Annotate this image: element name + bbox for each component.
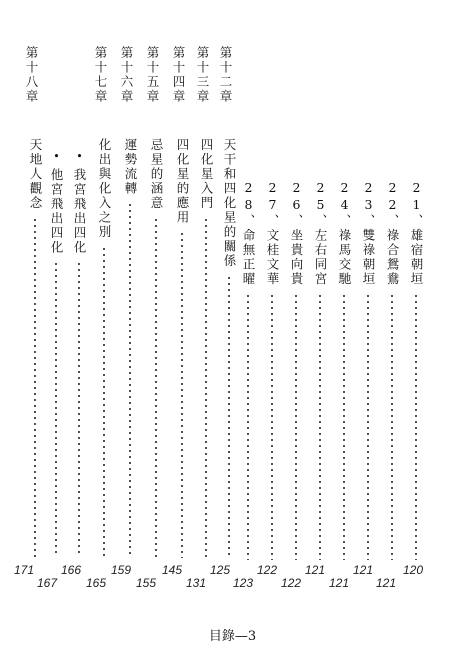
leader-dots <box>155 217 157 559</box>
toc-entry[interactable] <box>45 150 67 555</box>
page-number: 165 <box>86 576 107 590</box>
bullet-icon: • <box>73 150 86 165</box>
entry-title: 四化星的應用 <box>175 138 190 225</box>
toc-entry[interactable] <box>24 138 46 558</box>
leader-dots <box>271 293 273 561</box>
toc-entry[interactable] <box>195 138 217 558</box>
entry-title: 四化星入門 <box>199 138 214 211</box>
page-number: 123 <box>233 576 254 590</box>
entry-title: 運勢流轉 <box>123 138 138 196</box>
entry-title: 21、雄宿朝垣 <box>409 180 424 287</box>
leader-dots <box>391 293 393 561</box>
toc-entry[interactable] <box>285 180 307 560</box>
leader-dots <box>55 261 57 555</box>
page-number: 145 <box>162 563 183 577</box>
page-number: 122 <box>257 563 278 577</box>
entry-title: 化出與化入之別 <box>97 138 112 240</box>
page-number: 120 <box>403 563 424 577</box>
page-number: 166 <box>61 563 82 577</box>
leader-dots <box>78 261 80 555</box>
bullet-icon: • <box>50 150 63 165</box>
toc-entry[interactable] <box>119 138 141 558</box>
leader-dots <box>181 231 183 558</box>
chapter-label: 第十四章 <box>171 46 186 104</box>
leader-dots <box>367 293 369 561</box>
leader-dots <box>319 293 321 561</box>
page-number: 121 <box>376 576 397 590</box>
entry-title: 天地人觀念 <box>28 138 43 211</box>
chapter-label: 第十八章 <box>24 46 39 104</box>
entry-title: 22、祿合鴛鴦 <box>385 180 400 287</box>
leader-dots <box>343 293 345 561</box>
toc-entry[interactable] <box>261 180 283 560</box>
chapter-label: 第十五章 <box>145 46 160 104</box>
chapter-label: 第十七章 <box>93 46 108 104</box>
leader-dots <box>34 217 36 559</box>
page-number: 167 <box>37 576 58 590</box>
leader-dots <box>103 246 105 559</box>
page-number: 131 <box>186 576 207 590</box>
leader-dots <box>415 293 417 561</box>
toc-entry[interactable] <box>93 138 115 558</box>
toc-entry[interactable] <box>381 180 403 560</box>
entry-title: 28、命無正曜 <box>241 180 256 287</box>
chapter-label: 第十六章 <box>119 46 134 104</box>
entry-title: 27、文桂文華 <box>265 180 280 287</box>
entry-title: 26、坐貴向貴 <box>289 180 304 287</box>
page-number: 155 <box>136 576 157 590</box>
entry-title: 忌星的涵意 <box>149 138 164 211</box>
leader-dots <box>295 293 297 561</box>
chapter-label: 第十二章 <box>218 46 233 104</box>
page-number: 122 <box>281 576 302 590</box>
toc-entry[interactable] <box>357 180 379 560</box>
entry-title: 24、祿馬交馳 <box>337 180 352 287</box>
toc-entry[interactable] <box>405 180 427 560</box>
toc-entry[interactable] <box>171 138 193 558</box>
page-footer: 目錄—3 <box>208 629 257 644</box>
page-number: 121 <box>305 563 326 577</box>
toc-entry[interactable] <box>145 138 167 558</box>
page-number: 121 <box>353 563 374 577</box>
entry-title: 我宮飛出四化 <box>72 168 87 255</box>
entry-title: 25、左右同宮 <box>313 180 328 287</box>
toc-entry[interactable] <box>333 180 355 560</box>
leader-dots <box>129 202 131 558</box>
toc-entry[interactable] <box>237 180 259 560</box>
entry-title: 他宮飛出四化 <box>49 168 64 255</box>
page-number: 121 <box>329 576 350 590</box>
chapter-label: 第十三章 <box>195 46 210 104</box>
page-number: 171 <box>14 563 35 577</box>
entry-title: 天干和四化星的關係 <box>222 138 237 269</box>
page-number: 159 <box>111 563 132 577</box>
toc-entry[interactable] <box>218 138 240 558</box>
leader-dots <box>205 217 207 559</box>
toc-entry[interactable] <box>68 150 90 555</box>
page-number: 125 <box>210 563 231 577</box>
toc-entry[interactable] <box>309 180 331 560</box>
entry-title: 23、雙祿朝垣 <box>361 180 376 287</box>
leader-dots <box>228 275 230 559</box>
leader-dots <box>247 293 249 561</box>
